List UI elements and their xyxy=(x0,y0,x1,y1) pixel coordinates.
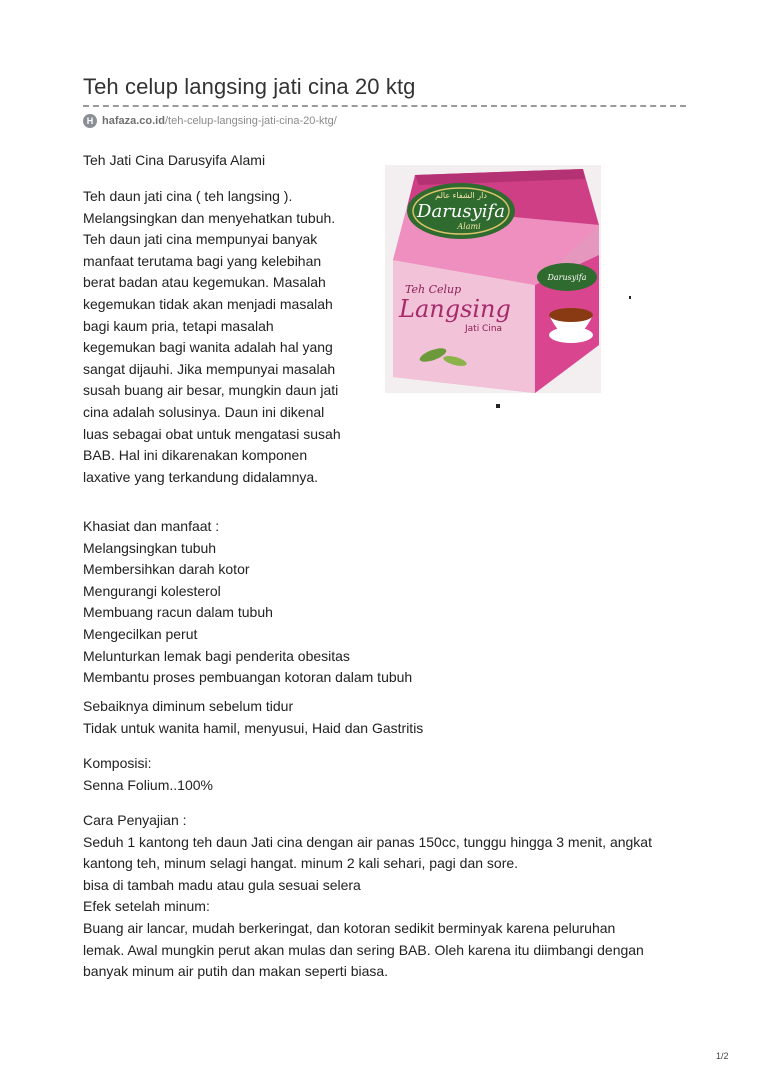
product-photo xyxy=(385,165,601,393)
note-line: Tidak untuk wanita hamil, menyusui, Haid dan Gastritis xyxy=(83,719,424,736)
benefits-section xyxy=(83,516,412,689)
intro-line: Melangsingkan dan menyehatkan tubuh. xyxy=(83,209,336,226)
benefit-item: Membuang racun dalam tubuh xyxy=(83,604,273,621)
brand-text: Darusyifa xyxy=(417,201,505,222)
preparation-line: Seduh 1 kantong teh daun Jati cina dengan air panas 150cc, tunggu hingga 3 menit, angkat xyxy=(83,833,652,850)
preparation-line: kantong teh, minum selagi hangat. minum 2 kali sehari, pagi dan sore. xyxy=(83,855,519,872)
product-line3-text: Jati Cina xyxy=(465,324,503,334)
page-number: 1/2 xyxy=(716,1051,729,1061)
intro-line: berat badan atau kegemukan. Masalah xyxy=(83,274,326,291)
benefit-item: Mengurangi kolesterol xyxy=(83,582,221,599)
preparation-line: banyak minum air putih dan makan seperti biasa. xyxy=(83,963,389,980)
intro-line: laxative yang terkandung didalamnya. xyxy=(83,468,319,485)
brand-arabic-text: دار الشفاء عالم xyxy=(435,191,487,200)
preparation-line: bisa di tambah madu atau gula sesuai selera xyxy=(83,876,361,893)
intro-line: Teh daun jati cina mempunyai banyak xyxy=(83,231,318,248)
page-title: Teh celup langsing jati cina 20 ktg xyxy=(83,74,416,99)
intro-line: Teh daun jati cina ( teh langsing ). xyxy=(83,188,293,204)
intro-line: cina adalah solusinya. Daun ini dikenal xyxy=(83,403,325,420)
preparation-section xyxy=(83,810,652,983)
preparation-line: Efek setelah minum: xyxy=(83,898,210,915)
product-line1-text: Teh Celup xyxy=(405,283,462,296)
product-line2-text: Langsing xyxy=(399,295,511,323)
preparation-line: Cara Penyajian : xyxy=(83,812,187,828)
composition-heading: Komposisi: xyxy=(83,755,152,771)
benefit-item: Mengecilkan perut xyxy=(83,625,198,642)
benefits-heading: Khasiat dan manfaat : xyxy=(83,518,220,534)
intro-line: susah buang air besar, mungkin daun jati xyxy=(83,382,339,399)
source-domain[interactable]: hafaza.co.id xyxy=(102,115,165,127)
intro-paragraph xyxy=(83,186,341,488)
source-link[interactable] xyxy=(83,113,337,129)
benefit-item: Membantu proses pembuangan kotoran dalam tubuh xyxy=(83,669,413,686)
intro-heading: Teh Jati Cina Darusyifa Alami xyxy=(83,152,266,168)
intro-line: luas sebagai obat untuk mengatasi susah xyxy=(83,425,341,442)
scan-mark xyxy=(496,404,500,408)
intro-line: BAB. Hal ini dikarenakan komponen xyxy=(83,447,308,464)
intro-line: bagi kaum pria, tetapi masalah xyxy=(83,317,274,334)
note-line: Sebaiknya diminum sebelum tidur xyxy=(83,698,294,714)
preparation-line: Buang air lancar, mudah berkeringat, dan kotoran sedikit berminyak karena peluruhan xyxy=(83,919,616,936)
brand-sub-text: Alami xyxy=(457,222,481,231)
intro-line: kegemukan tidak akan menjadi masalah xyxy=(83,295,333,312)
composition-section xyxy=(83,753,213,796)
benefit-item: Melunturkan lemak bagi penderita obesitas xyxy=(83,647,350,664)
source-path[interactable]: /teh-celup-langsing-jati-cina-20-ktg/ xyxy=(164,115,337,127)
notes-section xyxy=(83,696,423,739)
benefit-item: Melangsingkan tubuh xyxy=(83,539,217,556)
composition-value: Senna Folium..100% xyxy=(83,776,213,793)
intro-line: kegemukan bagi wanita adalah hal yang xyxy=(83,339,333,356)
benefit-item: Membersihkan darah kotor xyxy=(83,561,250,578)
preparation-line: lemak. Awal mungkin perut akan mulas dan sering BAB. Oleh karena itu diimbangi dengan xyxy=(83,941,644,958)
site-logo-icon: H xyxy=(83,114,97,128)
intro-line: manfaat terutama bagi yang kelebihan xyxy=(83,252,322,269)
intro-line: sangat dijauhi. Jika mempunyai masalah xyxy=(83,360,336,377)
side-brand-text: Darusyifa xyxy=(547,273,587,282)
title-divider xyxy=(83,105,686,107)
scan-mark xyxy=(629,296,631,299)
product-box-illustration xyxy=(385,165,601,393)
